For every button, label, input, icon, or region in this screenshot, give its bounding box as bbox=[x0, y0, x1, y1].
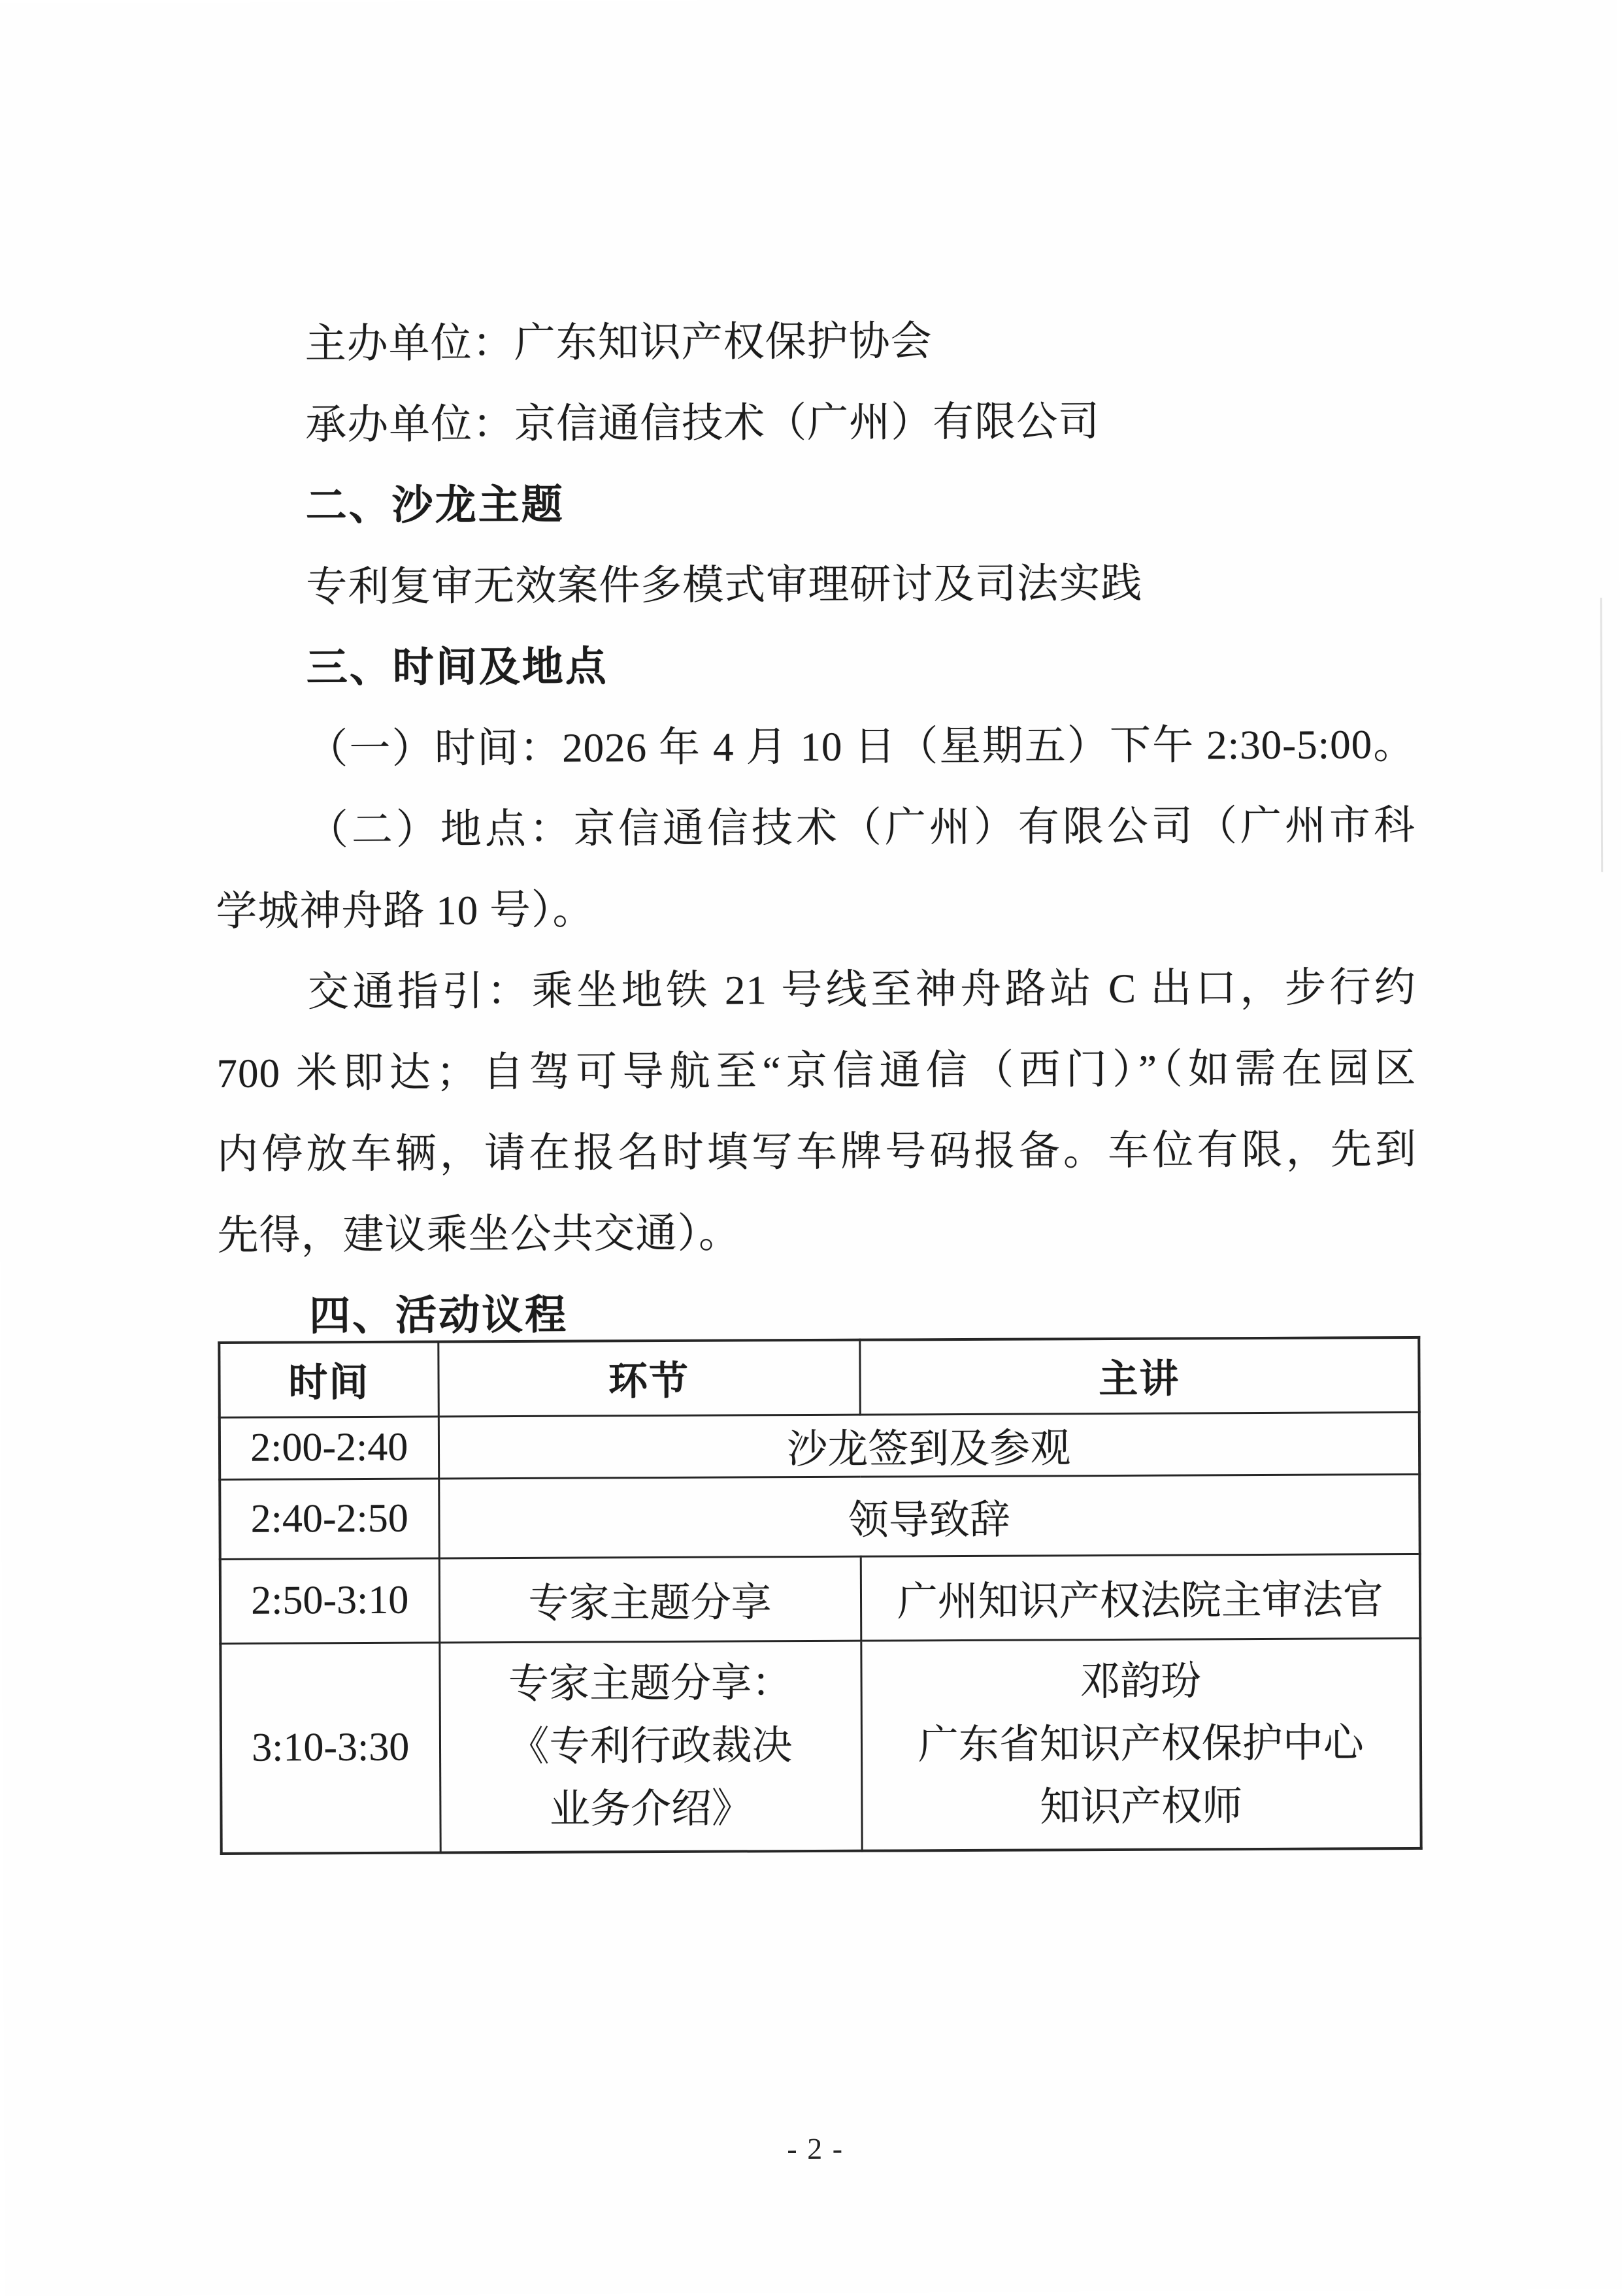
section-heading-salon-theme: 二、沙龙主题 bbox=[305, 482, 565, 529]
agenda-row-signin bbox=[220, 1412, 1419, 1479]
session-cell bbox=[439, 1641, 861, 1853]
activity-cell: 领导致辞 bbox=[439, 1474, 1420, 1558]
time-cell: 3:10-3:30 bbox=[220, 1642, 440, 1853]
location-continuation-line: 学城神舟路 10 号）。 bbox=[216, 887, 595, 934]
salon-theme-text: 专利复审无效案件多模式审理研讨及司法实践 bbox=[306, 560, 1143, 610]
section-heading-agenda: 四、活动议程 bbox=[308, 1292, 569, 1339]
speaker-cell: 广州知识产权法院主审法官 bbox=[861, 1554, 1421, 1641]
transport-guide-line-3: 内停放车辆，请在报名时填写车牌号码报备。车位有限，先到 bbox=[216, 1126, 1417, 1177]
transport-guide-line-4: 先得，建议乘坐公共交通）。 bbox=[217, 1210, 741, 1258]
activity-cell: 沙龙签到及参观 bbox=[439, 1412, 1419, 1479]
speaker-title-line: 知识产权师 bbox=[1040, 1784, 1243, 1830]
transport-guide-line-1: 交通指引：乘坐地铁 21 号线至神舟路站 C 出口，步行约 bbox=[307, 964, 1417, 1015]
speaker-name-line: 邓韵玢 bbox=[1080, 1659, 1202, 1704]
time-cell: 2:50-3:10 bbox=[220, 1558, 440, 1643]
col-header-session: 环节 bbox=[438, 1340, 859, 1417]
agenda-row-opening bbox=[220, 1474, 1420, 1559]
page-number: - 2 - bbox=[787, 2131, 844, 2166]
agenda-row-expert-share-1 bbox=[220, 1554, 1421, 1643]
col-header-speaker: 主讲 bbox=[859, 1337, 1419, 1415]
agenda-table bbox=[218, 1336, 1422, 1855]
session-line: 业务介绍》 bbox=[549, 1786, 753, 1832]
section-heading-time-location: 三、时间及地点 bbox=[306, 644, 608, 691]
session-cell: 专家主题分享 bbox=[439, 1556, 861, 1643]
session-line: 专家主题分享： bbox=[508, 1660, 793, 1707]
speaker-org-line: 广东省知识产权保护中心 bbox=[918, 1721, 1364, 1768]
scan-artifact bbox=[1600, 598, 1603, 872]
location-line: （二）地点：京信通信技术（广州）有限公司（广州市科 bbox=[306, 802, 1416, 853]
time-cell: 2:00-2:40 bbox=[220, 1416, 439, 1479]
agenda-row-expert-share-2 bbox=[220, 1638, 1421, 1854]
time-line: （一）时间：2026 年 4 月 10 日（星期五）下午 2:30-5:00。 bbox=[306, 721, 1415, 772]
session-line: 《专利行政裁决 bbox=[508, 1723, 793, 1769]
col-header-time: 时间 bbox=[219, 1341, 438, 1417]
speaker-cell bbox=[861, 1638, 1421, 1851]
time-cell: 2:40-2:50 bbox=[220, 1478, 439, 1558]
organizer-line: 主办单位：广东知识产权保护协会 bbox=[305, 318, 933, 367]
document-body bbox=[213, 299, 1417, 1357]
transport-guide-line-2: 700 米即达；自驾可导航至“京信通信（西门）”（如需在园区 bbox=[216, 1045, 1417, 1096]
agenda-header-row bbox=[219, 1337, 1419, 1417]
co-organizer-line: 承办单位：京信通信技术（广州）有限公司 bbox=[305, 399, 1101, 448]
